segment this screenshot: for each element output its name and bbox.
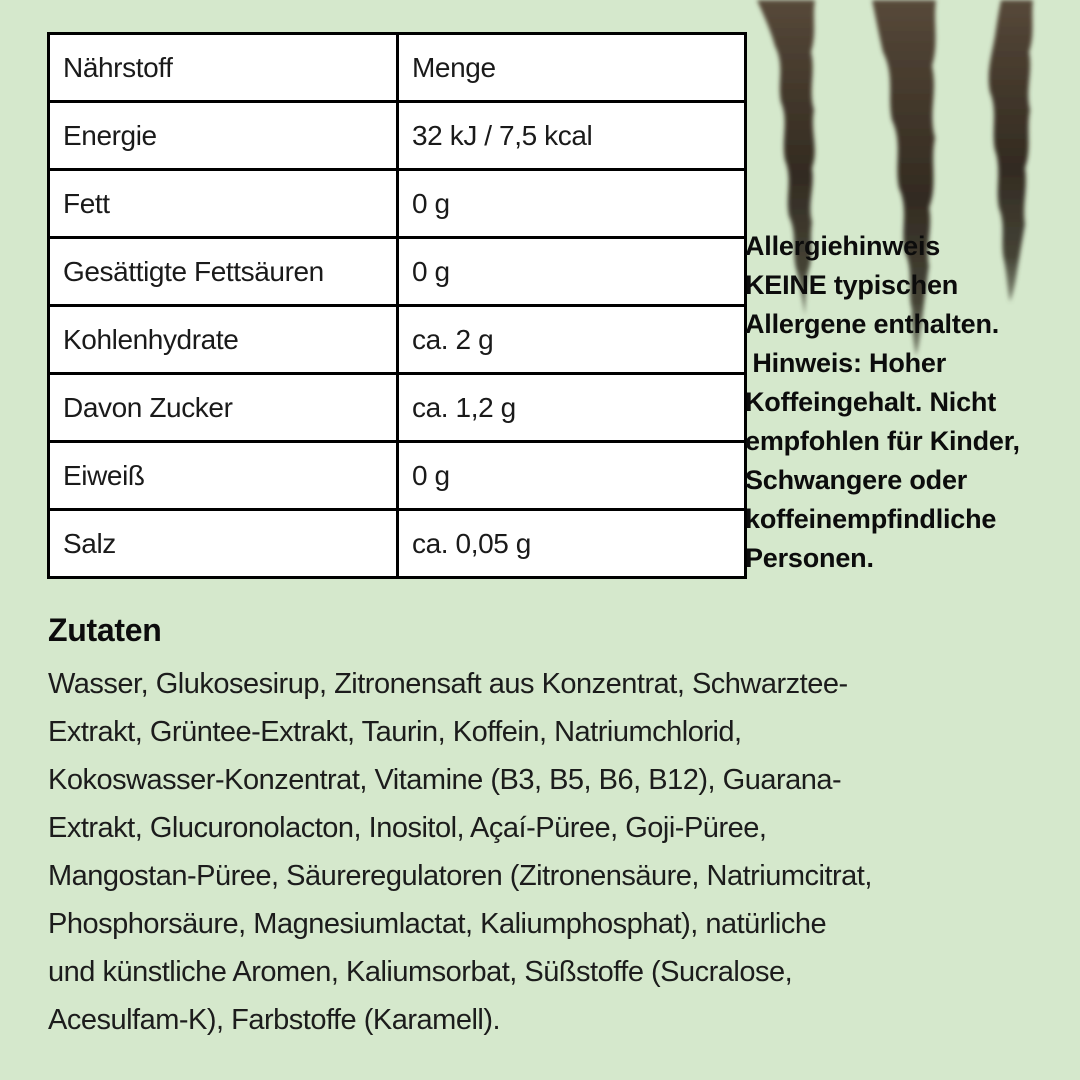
table-row bbox=[49, 238, 746, 306]
allergy-notice-line: koffeinempfindliche bbox=[745, 504, 997, 534]
nutrient-label: Gesättigte Fettsäuren bbox=[49, 238, 398, 306]
nutrient-label: Eiweiß bbox=[49, 442, 398, 510]
allergy-notice-line: Allergene enthalten. bbox=[745, 309, 1000, 339]
allergy-notice-line: Schwangere oder bbox=[745, 465, 968, 495]
ingredients-line: Wasser, Glukosesirup, Zitronensaft aus Konzentrat, Schwarztee- bbox=[48, 668, 848, 700]
table-row bbox=[49, 102, 746, 170]
allergy-notice-line: Hinweis: Hoher bbox=[745, 348, 947, 378]
nutrition-table bbox=[47, 32, 747, 579]
ingredients-line: Kokoswasser-Konzentrat, Vitamine (B3, B5, B6, B12), Guarana- bbox=[48, 764, 842, 796]
table-row bbox=[49, 306, 746, 374]
allergy-notice-line: Koffeingehalt. Nicht bbox=[745, 387, 996, 417]
ingredients-title: Zutaten bbox=[48, 612, 162, 648]
allergy-notice-line: empfohlen für Kinder, bbox=[745, 426, 1020, 456]
allergy-notice bbox=[745, 227, 1075, 578]
header-amount: Menge bbox=[398, 34, 746, 102]
header-nutrient: Nährstoff bbox=[49, 34, 398, 102]
nutrient-label: Energie bbox=[49, 102, 398, 170]
nutrient-value: ca. 0,05 g bbox=[398, 510, 746, 578]
table-row bbox=[49, 442, 746, 510]
nutrient-value: ca. 2 g bbox=[398, 306, 746, 374]
ingredients-line: und künstliche Aromen, Kaliumsorbat, Süßstoffe (Sucralose, bbox=[48, 956, 793, 988]
allergy-notice-line: Personen. bbox=[745, 543, 874, 573]
ingredients-line: Extrakt, Glucuronolacton, Inositol, Açaí-Püree, Goji-Püree, bbox=[48, 812, 767, 844]
table-row bbox=[49, 510, 746, 578]
ingredients-section bbox=[48, 610, 1053, 1044]
allergy-notice-line: Allergiehinweis bbox=[745, 231, 941, 261]
nutrient-label: Davon Zucker bbox=[49, 374, 398, 442]
nutrient-label: Fett bbox=[49, 170, 398, 238]
nutrient-value: 0 g bbox=[398, 238, 746, 306]
ingredients-line: Mangostan-Püree, Säureregulatoren (Zitronensäure, Natriumcitrat, bbox=[48, 860, 872, 892]
nutrient-value: ca. 1,2 g bbox=[398, 374, 746, 442]
ingredients-list bbox=[48, 660, 1053, 1044]
table-row bbox=[49, 374, 746, 442]
table-header-row bbox=[49, 34, 746, 102]
ingredients-line: Phosphorsäure, Magnesiumlactat, Kaliumphosphat), natürliche bbox=[48, 908, 827, 940]
table-row bbox=[49, 170, 746, 238]
nutrient-label: Salz bbox=[49, 510, 398, 578]
ingredients-line: Extrakt, Grüntee-Extrakt, Taurin, Koffein, Natriumchlorid, bbox=[48, 716, 742, 748]
nutrient-value: 0 g bbox=[398, 442, 746, 510]
nutrient-label: Kohlenhydrate bbox=[49, 306, 398, 374]
nutrient-value: 32 kJ / 7,5 kcal bbox=[398, 102, 746, 170]
allergy-notice-line: KEINE typischen bbox=[745, 270, 959, 300]
nutrient-value: 0 g bbox=[398, 170, 746, 238]
ingredients-line: Acesulfam-K), Farbstoffe (Karamell). bbox=[48, 1004, 501, 1036]
